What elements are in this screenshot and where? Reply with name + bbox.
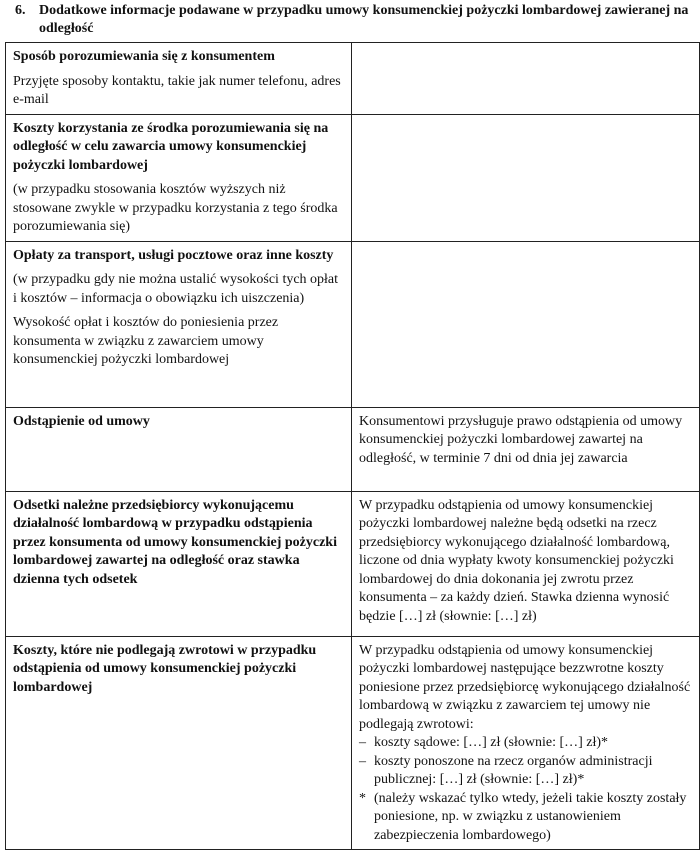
- table-row: [6, 114, 700, 241]
- row-label-cell: [6, 491, 352, 636]
- list-item: [359, 734, 692, 753]
- row-heading: Odsetki należne przedsiębiorcy wykonującemu działalność lombardową w przypadku odstąpienia przez konsumenta od umowy konsumenckiej pożyczki lombardowej zawartej na odległość oraz stawka dzienna tych odsetek: [13, 497, 337, 587]
- row-value-cell: [352, 407, 700, 491]
- row-value: W przypadku odstąpienia od umowy konsumenckiej pożyczki lombardowej następujące bezzwrotne koszty poniesione przez przedsiębiorcę wykonującego działalność lombardową w związku z zawarciem tej umowy nie podlegają zwrotowi:: [359, 642, 691, 732]
- row-heading: Sposób porozumiewania się z konsumentem: [13, 49, 275, 64]
- list-item: [359, 790, 692, 846]
- row-label-cell: [6, 114, 352, 241]
- list-marker: –: [359, 735, 366, 750]
- table-row: [6, 491, 700, 636]
- section-title: Dodatkowe informacje podawane w przypadku umowy konsumenckiej pożyczki lombardowej zawieranej na odległość: [39, 3, 689, 36]
- table-row: [6, 407, 700, 491]
- info-table: [5, 42, 700, 850]
- cost-list: [359, 734, 692, 845]
- row-label-cell: [6, 43, 352, 115]
- row-description: (w przypadku stosowania kosztów wyższych niż stosowane zwykle w przypadku korzystania z tego środka porozumiewania się): [13, 182, 338, 234]
- list-item-text: (należy wskazać tylko wtedy, jeżeli takie koszty zostały poniesione, np. w związku z ustanowieniem zabezpieczenia lombardowego): [374, 790, 687, 843]
- list-item-text: koszty ponoszone na rzecz organów administracji publicznej: […] zł (słownie: […] zł)*: [374, 753, 653, 787]
- table-row: [6, 241, 700, 407]
- row-heading: Opłaty za transport, usługi pocztowe oraz inne koszty: [13, 247, 334, 263]
- section-heading: [15, 2, 700, 38]
- list-marker: *: [359, 790, 366, 806]
- row-description: Przyjęte sposoby kontaktu, takie jak numer telefonu, adres e-mail: [13, 73, 341, 107]
- row-label-cell: [6, 407, 352, 491]
- list-marker: –: [359, 753, 366, 769]
- row-heading: Koszty, które nie podlegają zwrotowi w przypadku odstąpienia od umowy konsumenckiej pożyczki lombardowej: [13, 642, 317, 695]
- row-value-cell: [352, 241, 700, 407]
- row-value-cell: [352, 491, 700, 636]
- row-heading: Odstąpienie od umowy: [13, 413, 150, 429]
- section-number: 6.: [15, 3, 26, 18]
- row-label-cell: [6, 241, 352, 407]
- row-description: Wysokość opłat i kosztów do poniesienia przez konsumenta w związku z zawarciem umowy konsumenckiej pożyczki lombardowej: [13, 315, 279, 367]
- table-row: [6, 43, 700, 115]
- row-value-cell: [352, 43, 700, 115]
- row-value: Konsumentowi przysługuje prawo odstąpienia od umowy konsumenckiej pożyczki lombardowej zawartej na odległość, w terminie 7 dni od dnia jej zawarcia: [359, 413, 683, 466]
- row-label-cell: [6, 636, 352, 850]
- row-heading: Koszty korzystania ze środka porozumiewania się na odległość w celu zawarcia umowy konsumenckiej pożyczki lombardowej: [13, 120, 329, 173]
- row-value-cell: [352, 114, 700, 241]
- list-item-text: koszty sądowe: […] zł (słownie: […] zł)*: [374, 735, 609, 750]
- table-row: [6, 636, 700, 850]
- list-item: [359, 753, 692, 790]
- row-value-cell: [352, 636, 700, 850]
- row-description: (w przypadku gdy nie można ustalić wysokości tych opłat i kosztów – informacja o obowiązku ich uiszczenia): [13, 272, 339, 306]
- row-value: W przypadku odstąpienia od umowy konsumenckiej pożyczki lombardowej należne będą odsetki na rzecz przedsiębiorcy wykonującego działalność lombardową, liczone od dnia wypłaty kwoty konsumenckiej pożyczki lombardowej do dnia dokonania jej zwrotu przez konsumenta – za każdy dzień. Stawka dzienna wynosić będzie […] zł (słownie: […] zł): [359, 497, 674, 624]
